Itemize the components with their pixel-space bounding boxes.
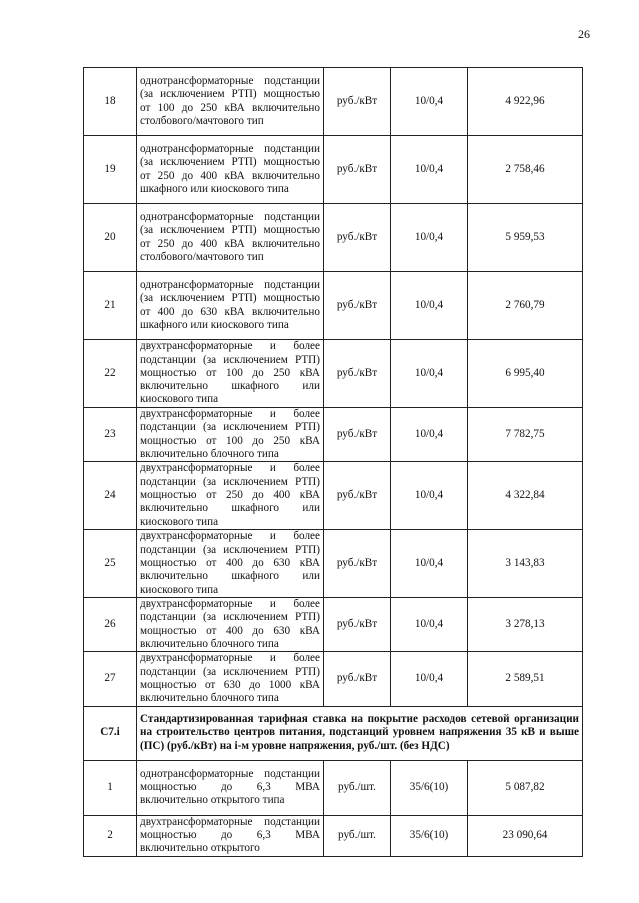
row-value: 6 995,40 xyxy=(468,340,583,408)
row-number: 1 xyxy=(84,760,137,815)
row-description: двухтрансформаторные и более подстанции (за исключением РТП) мощностью от 100 до 250 кВА включительно шкафного или киоскового типа xyxy=(137,340,324,408)
row-number: 27 xyxy=(84,652,137,706)
row-voltage: 10/0,4 xyxy=(391,530,468,598)
row-voltage: 35/6(10) xyxy=(391,760,468,815)
row-number: 19 xyxy=(84,136,137,204)
table-row xyxy=(84,408,583,462)
row-unit: руб./шт. xyxy=(324,815,391,856)
row-description: двухтрансформаторные и более подстанции (за исключением РТП) мощностью от 400 до 630 кВА включительно шкафного или киоскового типа xyxy=(137,530,324,598)
row-description: двухтрансформаторные подстанции мощностью до 6,3 МВА включительно открытого xyxy=(137,815,324,856)
row-voltage: 10/0,4 xyxy=(391,272,468,340)
row-number: 21 xyxy=(84,272,137,340)
row-value: 2 589,51 xyxy=(468,652,583,706)
row-description: двухтрансформаторные и более подстанции (за исключением РТП) мощностью от 400 до 630 кВА включительно блочного типа xyxy=(137,598,324,652)
row-description: однотрансформаторные подстанции (за исключением РТП) мощностью от 250 до 400 кВА включительно шкафного или киоскового типа xyxy=(137,136,324,204)
row-number: 24 xyxy=(84,462,137,530)
table-row xyxy=(84,815,583,856)
row-value: 2 758,46 xyxy=(468,136,583,204)
row-number: 23 xyxy=(84,408,137,462)
row-number: 18 xyxy=(84,68,137,136)
row-voltage: 10/0,4 xyxy=(391,652,468,706)
row-description: однотрансформаторные подстанции (за исключением РТП) мощностью от 250 до 400 кВА включительно столбового/мачтового тип xyxy=(137,204,324,272)
row-description: однотрансформаторные подстанции (за исключением РТП) мощностью от 100 до 250 кВА включительно столбового/мачтового тип xyxy=(137,68,324,136)
row-number: 2 xyxy=(84,815,137,856)
table-row xyxy=(84,136,583,204)
table-row xyxy=(84,204,583,272)
row-description: двухтрансформаторные и более подстанции (за исключением РТП) мощностью от 100 до 250 кВА включительно блочного типа xyxy=(137,408,324,462)
row-unit: руб./кВт xyxy=(324,462,391,530)
table-row xyxy=(84,68,583,136)
table-row xyxy=(84,340,583,408)
row-value: 2 760,79 xyxy=(468,272,583,340)
row-value: 3 143,83 xyxy=(468,530,583,598)
table-row xyxy=(84,530,583,598)
row-number: 22 xyxy=(84,340,137,408)
section-code: С7.i xyxy=(84,706,137,760)
row-unit: руб./кВт xyxy=(324,204,391,272)
row-unit: руб./кВт xyxy=(324,530,391,598)
table-row xyxy=(84,272,583,340)
row-unit: руб./кВт xyxy=(324,272,391,340)
row-voltage: 10/0,4 xyxy=(391,204,468,272)
row-number: 26 xyxy=(84,598,137,652)
row-description: однотрансформаторные подстанции (за исключением РТП) мощностью от 400 до 630 кВА включительно шкафного или киоскового типа xyxy=(137,272,324,340)
page-number: 26 xyxy=(578,27,590,41)
table-row xyxy=(84,598,583,652)
row-number: 25 xyxy=(84,530,137,598)
table-row xyxy=(84,760,583,815)
row-unit: руб./кВт xyxy=(324,598,391,652)
row-value: 4 922,96 xyxy=(468,68,583,136)
table-row xyxy=(84,652,583,706)
tariff-table xyxy=(83,67,583,857)
row-number: 20 xyxy=(84,204,137,272)
row-value: 4 322,84 xyxy=(468,462,583,530)
row-value: 3 278,13 xyxy=(468,598,583,652)
row-voltage: 10/0,4 xyxy=(391,340,468,408)
row-voltage: 35/6(10) xyxy=(391,815,468,856)
section-row xyxy=(84,706,583,760)
row-description: однотрансформаторные подстанции мощностью до 6,3 МВА включительно открытого типа xyxy=(137,760,324,815)
row-value: 5 087,82 xyxy=(468,760,583,815)
row-unit: руб./кВт xyxy=(324,652,391,706)
row-description: двухтрансформаторные и более подстанции (за исключением РТП) мощностью от 250 до 400 кВА включительно шкафного или киоскового типа xyxy=(137,462,324,530)
row-value: 23 090,64 xyxy=(468,815,583,856)
row-voltage: 10/0,4 xyxy=(391,462,468,530)
row-unit: руб./кВт xyxy=(324,408,391,462)
row-voltage: 10/0,4 xyxy=(391,598,468,652)
row-unit: руб./шт. xyxy=(324,760,391,815)
row-voltage: 10/0,4 xyxy=(391,68,468,136)
table-row xyxy=(84,462,583,530)
row-unit: руб./кВт xyxy=(324,68,391,136)
row-voltage: 10/0,4 xyxy=(391,408,468,462)
row-unit: руб./кВт xyxy=(324,340,391,408)
row-voltage: 10/0,4 xyxy=(391,136,468,204)
row-value: 7 782,75 xyxy=(468,408,583,462)
row-description: двухтрансформаторные и более подстанции (за исключением РТП) мощностью от 630 до 1000 кВА включительно блочного типа xyxy=(137,652,324,706)
row-value: 5 959,53 xyxy=(468,204,583,272)
section-title: Стандартизированная тарифная ставка на покрытие расходов сетевой организации на строительство центров питания, подстанций уровнем напряжения 35 кВ и выше (ПС) (руб./кВт) на i-м уровне напряжения, руб./шт. (без НДС) xyxy=(137,706,583,760)
row-unit: руб./кВт xyxy=(324,136,391,204)
